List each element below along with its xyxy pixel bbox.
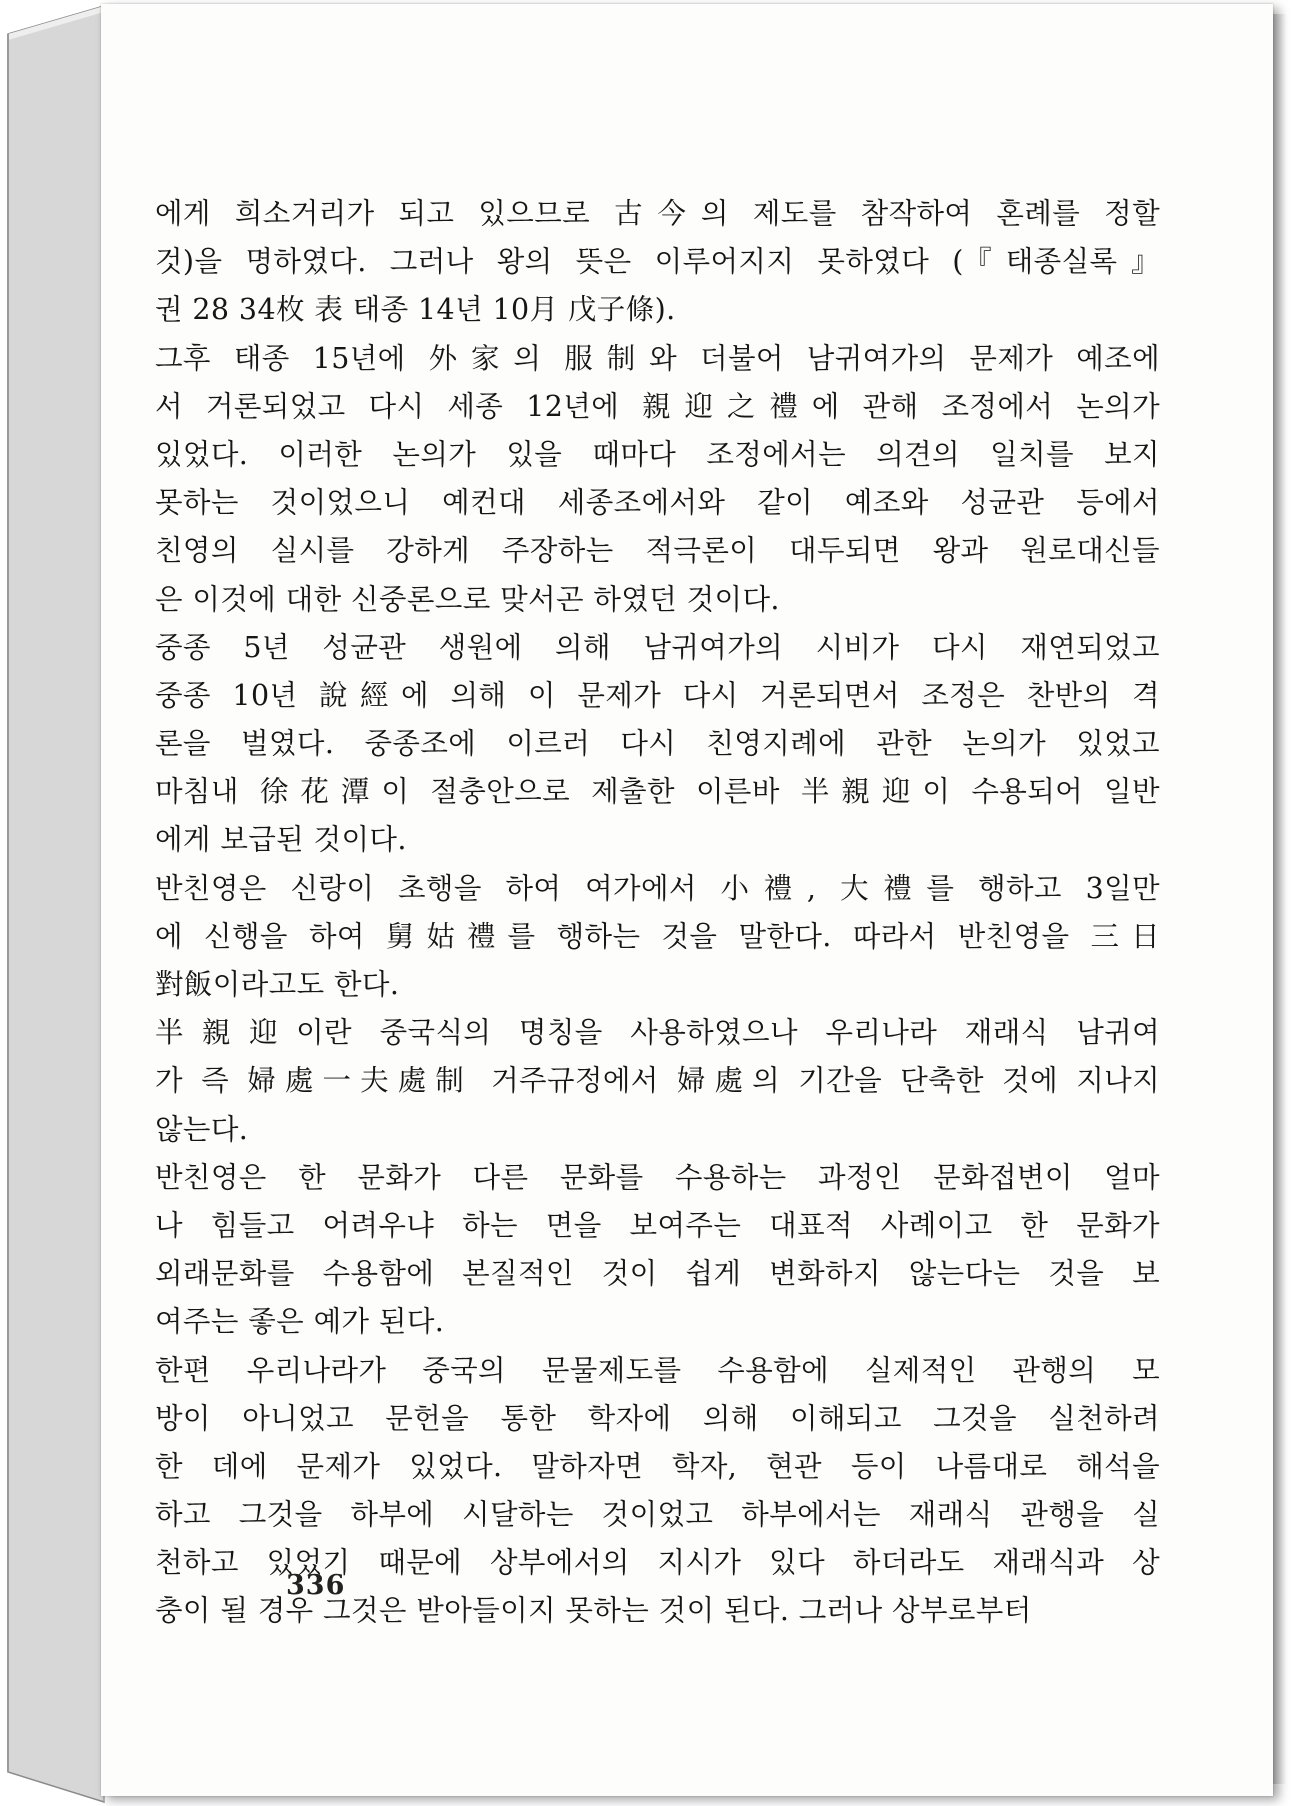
- text-line: 반친영은 한 문화가 다른 문화를 수용하는 과정인 문화접변이 얼마: [155, 1160, 1160, 1194]
- text-line: 한 데에 문제가 있었다. 말하자면 학자, 현관 등이 나름대로 해석을: [155, 1449, 1160, 1483]
- paragraph: [155, 865, 1160, 1010]
- text-line: 중종 5년 성균관 생원에 의해 남귀여가의 시비가 다시 재연되었고: [155, 630, 1160, 664]
- text-line: 對飯이라고도 한다.: [155, 968, 400, 1001]
- text-line: 있었다. 이러한 논의가 있을 때마다 조정에서는 의견의 일치를 보지: [155, 437, 1160, 471]
- text-line: 방이 아니었고 문헌을 통한 학자에 의해 이해되고 그것을 실천하려: [155, 1401, 1160, 1435]
- text-line: 하고 그것을 하부에 시달하는 것이었고 하부에서는 재래식 관행을 실: [155, 1498, 1160, 1532]
- text-line: 마침내 徐花潭이 절충안으로 제출한 이른바 半親迎이 수용되어 일반: [155, 775, 1160, 809]
- page-number: 336: [286, 1570, 346, 1601]
- text-line: 못하는 것이었으니 예컨대 세종조에서와 같이 예조와 성균관 등에서: [155, 486, 1160, 520]
- text-line: 권 28 34枚 表 태종 14년 10月 戊子條).: [155, 293, 676, 327]
- text-line: 것)을 명하였다. 그러나 왕의 뜻은 이루어지지 못하였다 (『태종실록』: [155, 245, 1160, 279]
- paragraph: [155, 335, 1160, 624]
- text-line: 에게 희소거리가 되고 있으므로 古今의 제도를 참작하여 혼례를 정할: [155, 197, 1160, 230]
- text-line: 가 즉 婦處一夫處制 거주규정에서 婦處의 기간을 단축한 것에 지나지: [155, 1064, 1160, 1098]
- text-line: 한편 우리나라가 중국의 문물제도를 수용함에 실제적인 관행의 모: [155, 1353, 1160, 1387]
- text-line: 않는다.: [155, 1112, 249, 1146]
- paragraph: [155, 190, 1160, 335]
- text-line: 여주는 좋은 예가 된다.: [155, 1305, 445, 1339]
- paragraph: [155, 1009, 1160, 1154]
- text-line: 에 신행을 하여 舅姑禮를 행하는 것을 말한다. 따라서 반친영을 三日: [155, 919, 1160, 953]
- text-line: 중종 10년 說經에 의해 이 문제가 다시 거론되면서 조정은 찬반의 격: [155, 678, 1160, 712]
- text-line: 그후 태종 15년에 外家의 服制와 더불어 남귀여가의 문제가 예조에: [155, 341, 1160, 375]
- text-line: 나 힘들고 어려우냐 하는 면을 보여주는 대표적 사례이고 한 문화가: [155, 1208, 1160, 1242]
- text-line: 론을 벌였다. 중종조에 이르러 다시 친영지례에 관한 논의가 있었고: [155, 727, 1160, 761]
- text-line: 에게 보급된 것이다.: [155, 823, 407, 857]
- text-line: 천하고 있었기 때문에 상부에서의 지시가 있다 하더라도 재래식과 상: [155, 1546, 1160, 1580]
- text-line: 半親迎이란 중국식의 명칭을 사용하였으나 우리나라 재래식 남귀여: [155, 1016, 1160, 1050]
- text-line: 반친영은 신랑이 초행을 하여 여가에서 小禮, 大禮를 행하고 3일만: [155, 871, 1160, 905]
- page-edge-shadow: [1273, 14, 1287, 1784]
- body-text: [155, 190, 1160, 1636]
- text-line: 서 거론되었고 다시 세종 12년에 親迎之禮에 관해 조정에서 논의가: [155, 389, 1160, 423]
- text-line: 은 이것에 대한 신중론으로 맞서곤 하였던 것이다.: [155, 582, 780, 616]
- text-line: 외래문화를 수용함에 본질적인 것이 쉽게 변화하지 않는다는 것을 보: [155, 1257, 1160, 1291]
- paragraph: [155, 624, 1160, 865]
- text-line: 충이 될 경우 그것은 받아들이지 못하는 것이 된다. 그러나 상부로부터: [155, 1594, 1032, 1628]
- paragraph: [155, 1154, 1160, 1347]
- book-spine-edge: [0, 0, 110, 1806]
- text-line: 친영의 실시를 강하게 주장하는 적극론이 대두되면 왕과 원로대신들: [155, 534, 1160, 568]
